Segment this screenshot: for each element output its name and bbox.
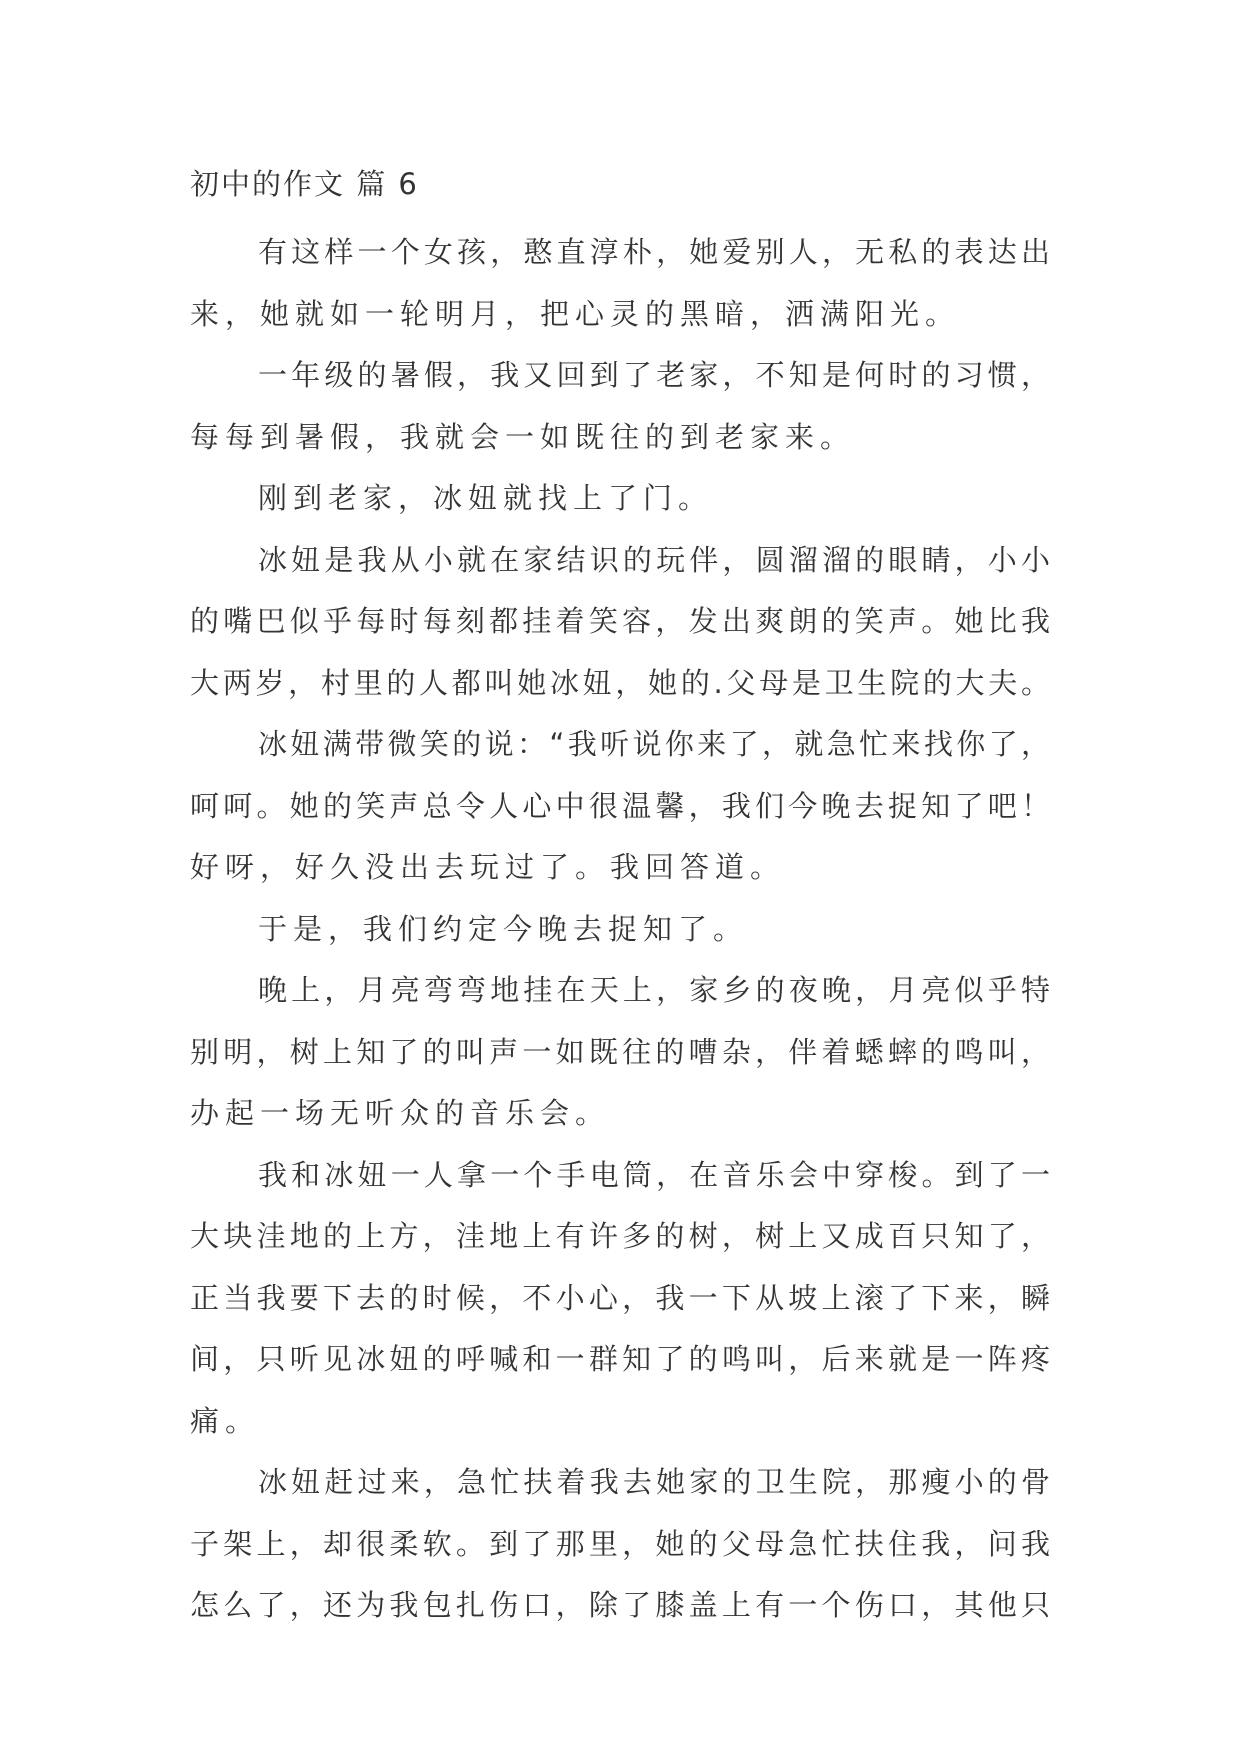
text-line: 呵呵。她的笑声总令人心中很温馨，我们今晚去捉知了吧！ [190,788,1050,823]
text-line: 痛。 [190,1403,261,1438]
paragraph [190,345,1050,468]
paragraph [190,468,1050,530]
text-line: 每每到暑假，我就会一如既往的到老家来。 [190,419,856,454]
text-line: 大块洼地的上方，洼地上有许多的树，树上又成百只知了， [190,1219,1050,1253]
text-line: 办起一场无听众的音乐会。 [190,1096,611,1130]
paragraph [190,1452,1050,1637]
document-body [190,160,1050,1637]
text-line: 有这样一个女孩，憨直淳朴，她爱别人，无私的表达出 [258,235,1050,269]
text-line: 间，只听见冰妞的呼喊和一群知了的鸣叫，后来就是一阵疼 [190,1342,1050,1376]
text-line: 的嘴巴似乎每时每刻都挂着笑容，发出爽朗的笑声。她比我 [190,604,1050,638]
text-line: 子架上，却很柔软。到了那里，她的父母急忙扶住我，问我 [190,1526,1050,1561]
paragraph [190,960,1050,1145]
text-line: 大两岁，村里的人都叫她冰妞，她的.父母是卫生院的大夫。 [190,665,1050,700]
text-line: 冰妞是我从小就在家结识的玩伴，圆溜溜的眼睛，小小 [258,542,1050,577]
text-line: 别明，树上知了的叫声一如既往的嘈杂，伴着蟋蟀的鸣叫， [190,1034,1050,1069]
text-line: 怎么了，还为我包扎伤口，除了膝盖上有一个伤口，其他只 [190,1588,1050,1622]
text-line: 刚到老家，冰妞就找上了门。 [258,481,714,515]
text-line: 正当我要下去的时候，不小心，我一下从坡上滚了下来，瞬 [190,1280,1050,1315]
text-line: 来，她就如一轮明月，把心灵的黑暗，洒满阳光。 [190,296,961,331]
text-line: 好呀，好久没出去玩过了。我回答道。 [190,850,786,884]
paragraph [190,530,1050,715]
text-line: 我和冰妞一人拿一个手电筒，在音乐会中穿梭。到了一 [258,1157,1050,1192]
text-line: 冰妞赶过来，急忙扶着我去她家的卫生院，那瘦小的骨 [258,1465,1050,1499]
essay-title: 初中的作文 篇 6 [190,167,419,201]
paragraph [190,899,1050,961]
text-line: 冰妞满带微笑的说：“我听说你来了，就急忙来找你了， [258,727,1050,761]
paragraph [190,222,1050,345]
text-line: 一年级的暑假，我又回到了老家，不知是何时的习惯， [258,358,1050,392]
paragraph [190,714,1050,899]
paragraph [190,1145,1050,1453]
text-line: 于是，我们约定今晚去捉知了。 [258,911,749,946]
text-line: 晚上，月亮弯弯地挂在天上，家乡的夜晚，月亮似乎特 [258,973,1050,1007]
